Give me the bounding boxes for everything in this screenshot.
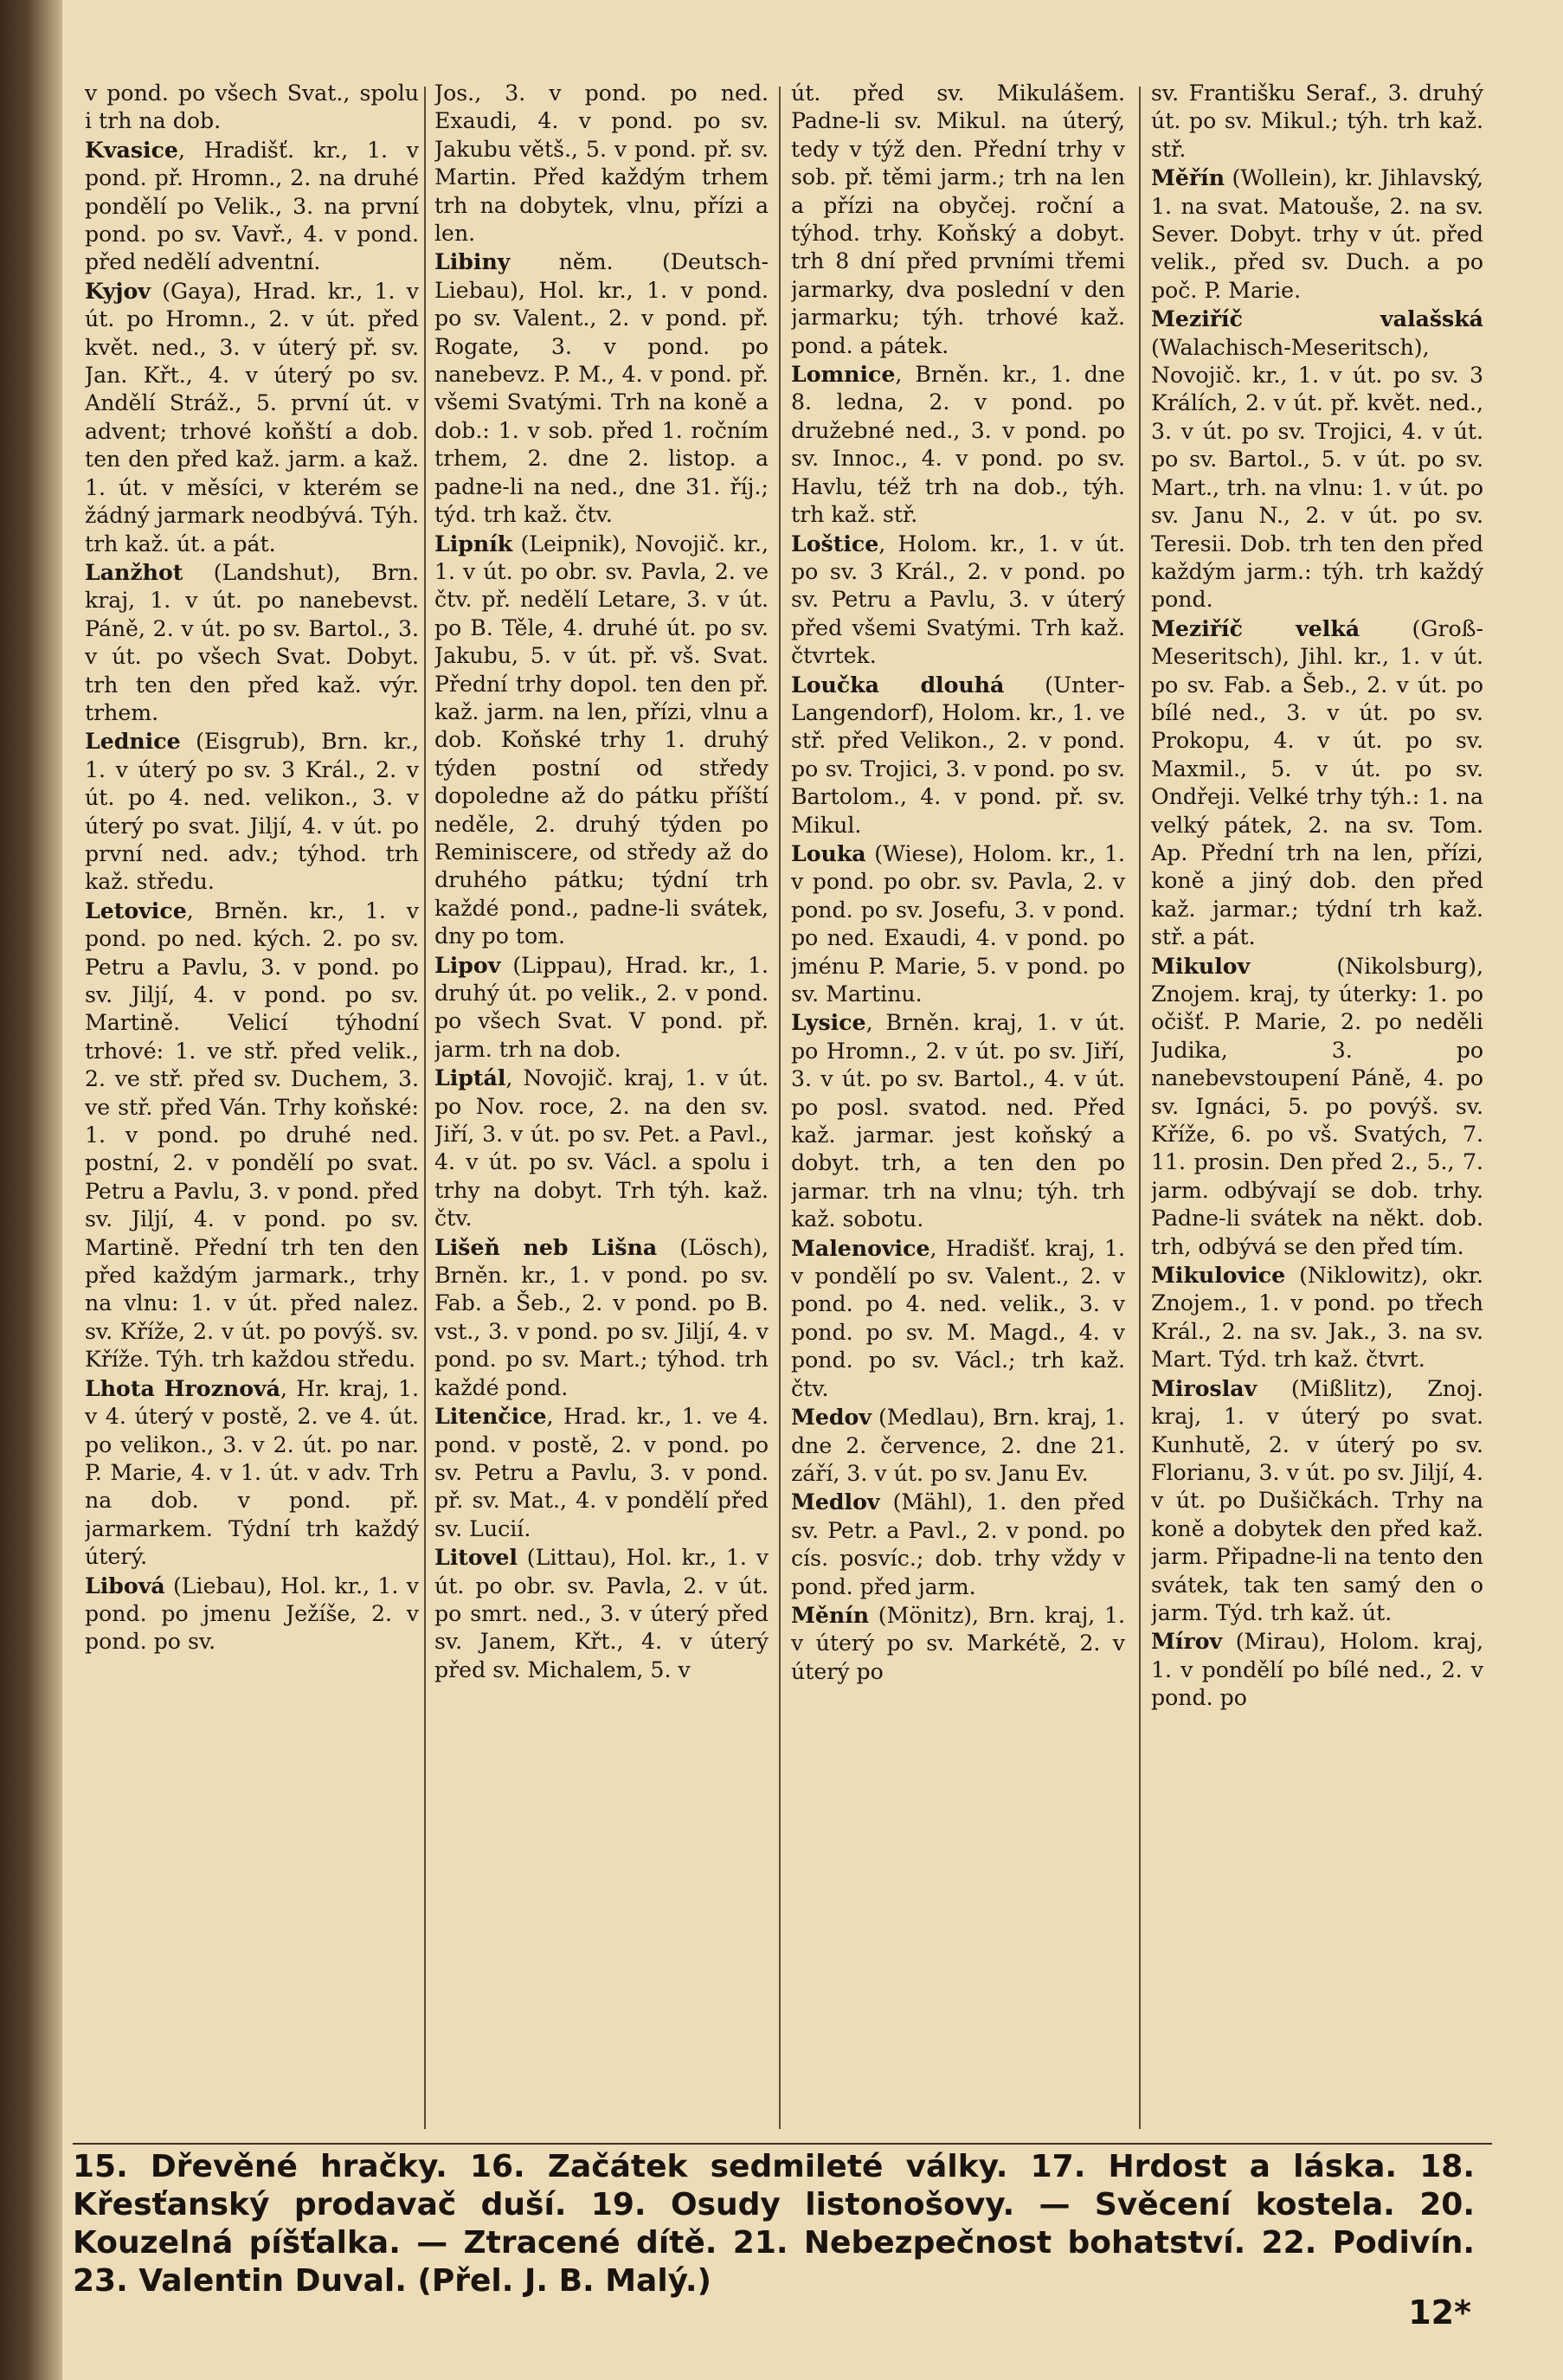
entry-text: (Landshut), Brn. kraj, 1. v út. po nanebevst. Páně, 2. v út. po sv. Bartol., 3. v út. po všech Svat. Dobyt. trh ten den před kaž. výr. trhem. xyxy=(85,559,419,725)
fair-entry xyxy=(1151,1627,1483,1712)
fair-entry xyxy=(791,1234,1125,1403)
fair-entry xyxy=(1151,614,1483,952)
entry-text: (Unter-Langendorf), Holom. kr., 1. ve stř. před Velikon., 2. v pond. po sv. Trojici, 3. v pond. po sv. Bartolom., 4. v pond. př. sv. Mikul. xyxy=(791,672,1125,838)
place-name: Lipník xyxy=(434,530,513,556)
footer-divider xyxy=(73,2143,1492,2145)
entry-text: (Lippau), Hrad. kr., 1. druhý út. po velik., 2. v pond. po všech Svat. V pond. př. jarm. trh na dob. xyxy=(434,952,769,1062)
fair-entry xyxy=(85,136,419,277)
place-name: Lišeň neb Lišna xyxy=(434,1233,658,1260)
fair-entry xyxy=(85,727,419,896)
text-column-3 xyxy=(791,80,1125,2131)
place-name: Louka xyxy=(791,839,866,866)
entry-text: (Gaya), Hrad. kr., 1. v út. po Hromn., 2. v út. před květ. ned., 3. v úterý př. sv. Jan. Křt., 4. v úterý po sv. Andělí Stráž., 5. první út. v advent; trhové koňští a dob. ten den před kaž. jarm. a kaž. 1. út. v měsíci, v kterém se žádný jarmark neodbývá. Týh. trh kaž. út. a pát. xyxy=(85,278,419,556)
column-divider xyxy=(779,87,781,2129)
place-name: Lanžhot xyxy=(85,558,183,585)
fair-entry xyxy=(434,80,769,248)
fair-entry xyxy=(791,1008,1125,1233)
column-divider xyxy=(1139,87,1141,2129)
place-name: Loštice xyxy=(791,530,879,556)
fair-entry xyxy=(85,277,419,558)
entry-text: (Littau), Hol. kr., 1. v út. po obr. sv. Pavla, 2. v út. po smrt. ned., 3. v úterý před sv. Janem, Křt., 4. v úterý před sv. Michalem, 5. v xyxy=(434,1545,769,1682)
fair-entry xyxy=(791,671,1125,839)
place-name: Lednice xyxy=(85,728,181,755)
fair-entry xyxy=(791,360,1125,529)
place-name: Mikulovice xyxy=(1151,1262,1286,1289)
text-column-4 xyxy=(1151,80,1483,2131)
fair-entry xyxy=(1151,952,1483,1261)
entry-text: (Walachisch-Meseritsch), Novojič. kr., 1. v út. po sv. 3 Králích, 2. v út. př. květ. ned., 3. v út. po sv. Trojici, 4. v út. po sv. Bartol., 5. v út. po sv. Mart., trh. na vlnu: 1. v út. po sv. Janu N., 2. v út. po sv. Teresii. Dob. trh ten den před každým jarm.: týh. trh každý pond. xyxy=(1151,334,1483,613)
fair-entry xyxy=(791,1403,1125,1488)
entry-text: (Leipnik), Novojič. kr., 1. v út. po obr. sv. Pavla, 2. ve čtv. př. nedělí Letare, 3. v út. po B. Těle, 4. druhé út. po sv. Jakubu, 5. v út. př. vš. Svat. Přední trhy dopol. ten den př. kaž. jarm. na len, přízi, vlnu a dob. Koňské trhy 1. druhý týden postní od středy dopoledne až do pátku příští neděle, 2. druhý týden po Reminiscere, od středy až do druhého pátku; týdní trh každé pond., padne-li svátek, dny po tom. xyxy=(434,531,769,949)
place-name: Libiny xyxy=(434,248,511,275)
entry-text: (Eisgrub), Brn. kr., 1. v úterý po sv. 3 Král., 2. v út. po 4. ned. velikon., 3. v úterý po svat. Jiljí, 4. v út. po první ned. adv.; týhod. trh kaž. středu. xyxy=(85,729,419,895)
place-name: Liptál xyxy=(434,1065,506,1091)
place-name: Lomnice xyxy=(791,361,896,388)
entry-text: (Groß-Meseritsch), Jihl. kr., 1. v út. po sv. Fab. a Šeb., 2. v út. po bílé ned., 3. v út. po sv. Prokopu, 4. v út. po sv. Maxmil., 5. v út. po sv. Ondřeji. Velké trhy týh.: 1. na velký pátek, 2. na sv. Tom. Ap. Přední trh na len, přízi, koně a jiný dob. den před kaž. jarmar.; týdní trh kaž. stř. a pát. xyxy=(1151,615,1483,950)
place-name: Kyjov xyxy=(85,277,151,304)
fair-entry xyxy=(85,1374,419,1572)
entry-text: , Novojič. kraj, 1. v út. po Nov. roce, 2. na den sv. Jiří, 3. v út. po sv. Pet. a Pavl., 4. v út. po sv. Václ. a spolu i trhy na dobyt. Trh týh. kaž. čtv. xyxy=(434,1065,769,1232)
fair-entry xyxy=(1151,80,1483,164)
text-column-1 xyxy=(85,80,419,2131)
place-name: Malenovice xyxy=(791,1234,930,1261)
place-name: Loučka dlouhá xyxy=(791,671,1005,698)
entry-text: (Medlau), Brn. kraj, 1. dne 2. července, 2. dne 21. září, 3. v út. po sv. Janu Ev. xyxy=(791,1405,1125,1486)
text-column-2 xyxy=(434,80,769,2131)
fair-entry xyxy=(434,1233,769,1402)
fair-entry xyxy=(1151,1374,1483,1628)
place-name: Miroslav xyxy=(1151,1374,1257,1401)
place-name: Kvasice xyxy=(85,136,178,163)
entry-text: něm. (Deutsch-Liebau), Hol. kr., 1. v pond. po sv. Valent., 2. v pond. př. Rogate, 3. v pond. po nanebevz. P. M., 4. v pond. př. všemi Svatými. Trh na koně a dob.: 1. v sob. před 1. ročním trhem, 2. dne 2. listop. a padne-li na ned., dne 31. říj.; týd. trh kaž. čtv. xyxy=(434,249,769,528)
entry-text: (Wollein), kr. Jihlavský, 1. na svat. Matouše, 2. na sv. Sever. Dobyt. trhy v út. před velik., před sv. Duch. a po poč. P. Marie. xyxy=(1151,165,1483,303)
fair-entry xyxy=(791,839,1125,1008)
entry-text: (Mißlitz), Znoj. kraj, 1. v úterý po svat. Kunhutě, 2. v úterý po sv. Florianu, 3. v út. po sv. Jiljí, 4. v út. po Dušičkách. Trhy na koně a dobytek den před kaž. jarm. Připadne-li na tento den svátek, tak ten samý den o jarm. Týd. trh kaž. út. xyxy=(1151,1375,1483,1625)
fair-entry xyxy=(434,248,769,529)
entry-text: , Brněn. kr., 1. v pond. po ned. kých. 2. po sv. Petru a Pavlu, 3. v pond. po sv. Jiljí, 4. v pond. po sv. Martině. Velicí týhodní trhové: 1. ve stř. před velik., 2. ve stř. před sv. Duchem, 3. ve stř. před Ván. Trhy koňské: 1. v pond. po druhé ned. postní, 2. v pondělí po svat. Petru a Pavlu, 3. v pond. před sv. Jiljí, 4. v pond. po sv. Martině. Přední trh ten den před každým jarmark., trhy na vlnu: 1. v út. před nalez. sv. Kříže, 2. v út. po povýš. sv. Kříže. Týh. trh každou středu. xyxy=(85,897,419,1373)
entry-text: (Niklowitz), okr. Znojem., 1. v pond. po třech Král., 2. na sv. Jak., 3. na sv. Mart. Týd. trh kaž. čtvrt. xyxy=(1151,1263,1483,1373)
place-name: Lhota Hroznová xyxy=(85,1374,280,1401)
entry-text: (Nikolsburg), Znojem. kraj, ty úterky: 1. po očišť. P. Marie, 2. po neděli Judika, 3. po nanebevstoupení Páně, 4. po sv. Ignáci, 5. po povýš. sv. Kříže, 6. po vš. Svatých, 7. 11. prosin. Den před 2., 5., 7. jarm. odbývají se dob. trhy. Padne-li svátek na někt. dob. trh, odbývá se den před tím. xyxy=(1151,953,1483,1259)
entry-text: , Brněn. kr., 1. dne 8. ledna, 2. v pond. po družebné ned., 3. v pond. po sv. Innoc., 4. v pond. po sv. Havlu, též trh na dob., týh. trh kaž. stř. xyxy=(791,362,1125,528)
entry-text: út. před sv. Mikulášem. Padne-li sv. Mikul. na úterý, tedy v týž den. Přední trhy v sob. př. těmi jarm.; trh na len a přízi na obyčej. roční a týhod. trhy. Koňský a dobyt. trh 8 dní před prvními třemi jarmarky, dva poslední v den jarmarku; týh. trhové kaž. pond. a pátek. xyxy=(791,80,1125,358)
entry-text: (Mähl), 1. den před sv. Petr. a Pavl., 2. v pond. po cís. posvíc.; dob. trhy vždy v pond. před jarm. xyxy=(791,1489,1125,1599)
place-name: Libová xyxy=(85,1572,165,1598)
fair-entry xyxy=(1151,164,1483,305)
entry-text: , Hradišť. kraj, 1. v pondělí po sv. Valent., 2. v pond. po 4. ned. velik., 3. v pond. po sv. M. Magd., 4. v pond. po sv. Václ.; trh kaž. čtv. xyxy=(791,1235,1125,1401)
fair-entry xyxy=(85,558,419,727)
place-name: Lipov xyxy=(434,951,501,978)
place-name: Medov xyxy=(791,1404,872,1431)
place-name: Medlov xyxy=(791,1489,880,1515)
fair-entry xyxy=(791,1488,1125,1601)
entry-text: (Mirau), Holom. kraj, 1. v pondělí po bílé ned., 2. v pond. po xyxy=(1151,1629,1483,1711)
footer-book-list: 15. Dřevěné hračky. 16. Začátek sedmileté války. 17. Hrdost a láska. 18. Křesťanský prodavač duší. 19. Osudy listonošovy. — Svěcení kostela. 20. Kouzelná píšťalka. — Ztracené dítě. 21. Nebezpečnost bohatství. 22. Podivín. 23. Valentin Duval. (Přel. J. B. Malý.) xyxy=(73,2149,1475,2299)
fair-entry xyxy=(434,1402,769,1543)
fair-entry xyxy=(434,530,769,951)
place-name: Letovice xyxy=(85,897,187,923)
place-name: Litovel xyxy=(434,1544,518,1571)
book-spine-shadow xyxy=(0,0,62,2380)
place-name: Litenčice xyxy=(434,1403,547,1430)
place-name: Lysice xyxy=(791,1009,866,1036)
entry-text: , Hradišť. kr., 1. v pond. př. Hromn., 2. na druhé pondělí po Velik., 3. na první pond. po sv. Vavř., 4. v pond. před nedělí adventní. xyxy=(85,137,419,275)
fair-entry xyxy=(434,1543,769,1684)
fair-entry xyxy=(791,530,1125,671)
place-name: Mikulov xyxy=(1151,952,1251,979)
entry-text: (Lösch), Brněn. kr., 1. v pond. po sv. Fab. a Šeb., 2. v pond. po B. vst., 3. v pond. po sv. Jiljí, 4. v pond. po sv. Mart.; týhod. trh každé pond. xyxy=(434,1234,769,1400)
fair-entry xyxy=(85,1572,419,1656)
entry-text: sv. Františku Seraf., 3. druhý út. po sv. Mikul.; týh. trh kaž. stř. xyxy=(1151,80,1483,162)
entry-text: , Holom. kr., 1. v út. po sv. 3 Král., 2. v pond. po sv. Petru a Pavlu, 3. v úterý před všemi Svatými. Trh kaž. čtvrtek. xyxy=(791,531,1125,669)
fair-entry xyxy=(434,951,769,1065)
fair-entry xyxy=(791,80,1125,360)
place-name: Meziříč velká xyxy=(1151,614,1360,641)
place-name: Měnín xyxy=(791,1601,870,1628)
page-number: 12* xyxy=(1408,2293,1471,2332)
place-name: Meziříč valašská xyxy=(1151,306,1483,332)
entry-text: , Hrad. kr., 1. ve 4. pond. v postě, 2. v pond. po sv. Petru a Pavlu, 3. v pond. př. sv. Mat., 4. v pondělí před sv. Lucií. xyxy=(434,1404,769,1541)
entry-text: Jos., 3. v pond. po ned. Exaudi, 4. v pond. po sv. Jakubu větš., 5. v pond. př. sv. Martin. Před každým trhem trh na dobytek, vlnu, přízi a len. xyxy=(434,80,769,247)
fair-entry xyxy=(1151,305,1483,614)
fair-entry xyxy=(85,80,419,136)
entry-text: , Hr. kraj, 1. v 4. úterý v postě, 2. ve 4. út. po velikon., 3. v 2. út. po nar. P. Marie, 4. v 1. út. v adv. Trh na dob. v pond. př. jarmarkem. Týdní trh každý úterý. xyxy=(85,1375,419,1570)
column-divider xyxy=(424,87,426,2129)
entry-text: , Brněn. kraj, 1. v út. po Hromn., 2. v út. po sv. Jiří, 3. v út. po sv. Bartol., 4. v út. po posl. svatod. ned. Před kaž. jarmar. jest koňský a dobyt. trh, a ten den po jarmar. trh na vlnu; týh. trh kaž. sobotu. xyxy=(791,1010,1125,1232)
place-name: Měřín xyxy=(1151,164,1225,191)
entry-text: (Mönitz), Brn. kraj, 1. v úterý po sv. Markétě, 2. v úterý po xyxy=(791,1602,1125,1684)
place-name: Mírov xyxy=(1151,1628,1223,1655)
fair-entry xyxy=(85,897,419,1374)
fair-entry xyxy=(1151,1261,1483,1374)
entry-text: (Wiese), Holom. kr., 1. v pond. po obr. sv. Pavla, 2. v pond. po sv. Josefu, 3. v pond. po ned. Exaudi, 4. v pond. po jménu P. Marie, 5. v pond. po sv. Martinu. xyxy=(791,840,1125,1007)
fair-entry xyxy=(434,1064,769,1232)
entry-text: v pond. po všech Svat., spolu i trh na dob. xyxy=(85,80,419,134)
entry-text: (Liebau), Hol. kr., 1. v pond. po jmenu Ježíše, 2. v pond. po sv. xyxy=(85,1573,419,1655)
fair-entry xyxy=(791,1601,1125,1686)
